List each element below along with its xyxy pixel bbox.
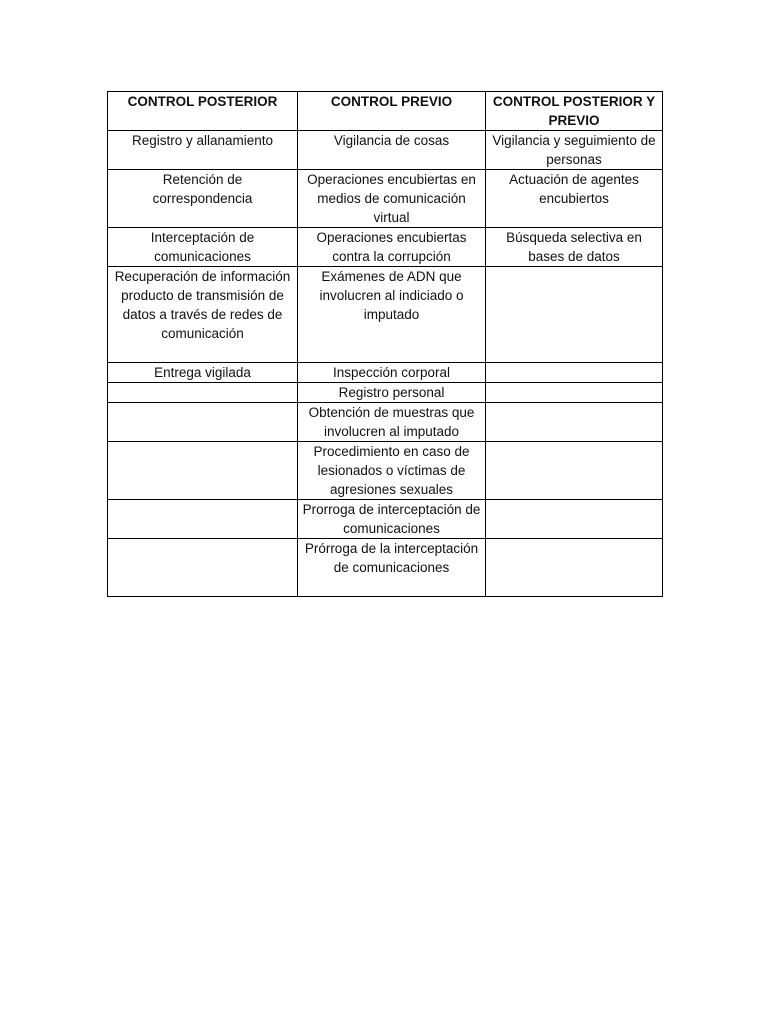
header-control-posterior-y-previo: CONTROL POSTERIOR Y PREVIO <box>486 92 663 131</box>
table-cell <box>486 267 663 363</box>
table-cell: Prorroga de interceptación de comunicaciones <box>298 500 486 539</box>
table-cell: Recuperación de información producto de transmisión de datos a través de redes de comunicación <box>108 267 298 363</box>
table-row <box>108 383 663 403</box>
table-row <box>108 228 663 267</box>
table-row <box>108 131 663 170</box>
header-control-previo: CONTROL PREVIO <box>298 92 486 131</box>
table-row <box>108 403 663 442</box>
table-header-row <box>108 92 663 131</box>
table-row <box>108 170 663 228</box>
table-cell <box>108 442 298 500</box>
table-cell: Actuación de agentes encubiertos <box>486 170 663 228</box>
table-row <box>108 267 663 363</box>
header-control-posterior: CONTROL POSTERIOR <box>108 92 298 131</box>
table-cell: Entrega vigilada <box>108 363 298 383</box>
table-row <box>108 363 663 383</box>
table-row <box>108 442 663 500</box>
table-cell: Obtención de muestras que involucren al imputado <box>298 403 486 442</box>
table-cell <box>486 403 663 442</box>
table-cell <box>486 363 663 383</box>
table-cell: Interceptación de comunicaciones <box>108 228 298 267</box>
table-cell: Registro personal <box>298 383 486 403</box>
table-cell: Búsqueda selectiva en bases de datos <box>486 228 663 267</box>
table-cell <box>486 539 663 597</box>
table-row <box>108 539 663 597</box>
table-cell: Operaciones encubiertas en medios de comunicación virtual <box>298 170 486 228</box>
table-cell: Operaciones encubiertas contra la corrupción <box>298 228 486 267</box>
table-cell: Retención de correspondencia <box>108 170 298 228</box>
table-cell: Vigilancia y seguimiento de personas <box>486 131 663 170</box>
table-cell: Procedimiento en caso de lesionados o víctimas de agresiones sexuales <box>298 442 486 500</box>
table-cell <box>108 383 298 403</box>
table-cell <box>486 500 663 539</box>
table-cell: Vigilancia de cosas <box>298 131 486 170</box>
table-cell: Exámenes de ADN que involucren al indiciado o imputado <box>298 267 486 363</box>
table-cell <box>486 442 663 500</box>
table-cell <box>108 500 298 539</box>
table-cell: Registro y allanamiento <box>108 131 298 170</box>
table-cell <box>108 403 298 442</box>
table-cell <box>486 383 663 403</box>
table-cell <box>108 539 298 597</box>
controls-table <box>107 91 663 597</box>
table-row <box>108 500 663 539</box>
table-cell: Prórroga de la interceptación de comunicaciones <box>298 539 486 597</box>
table-cell: Inspección corporal <box>298 363 486 383</box>
